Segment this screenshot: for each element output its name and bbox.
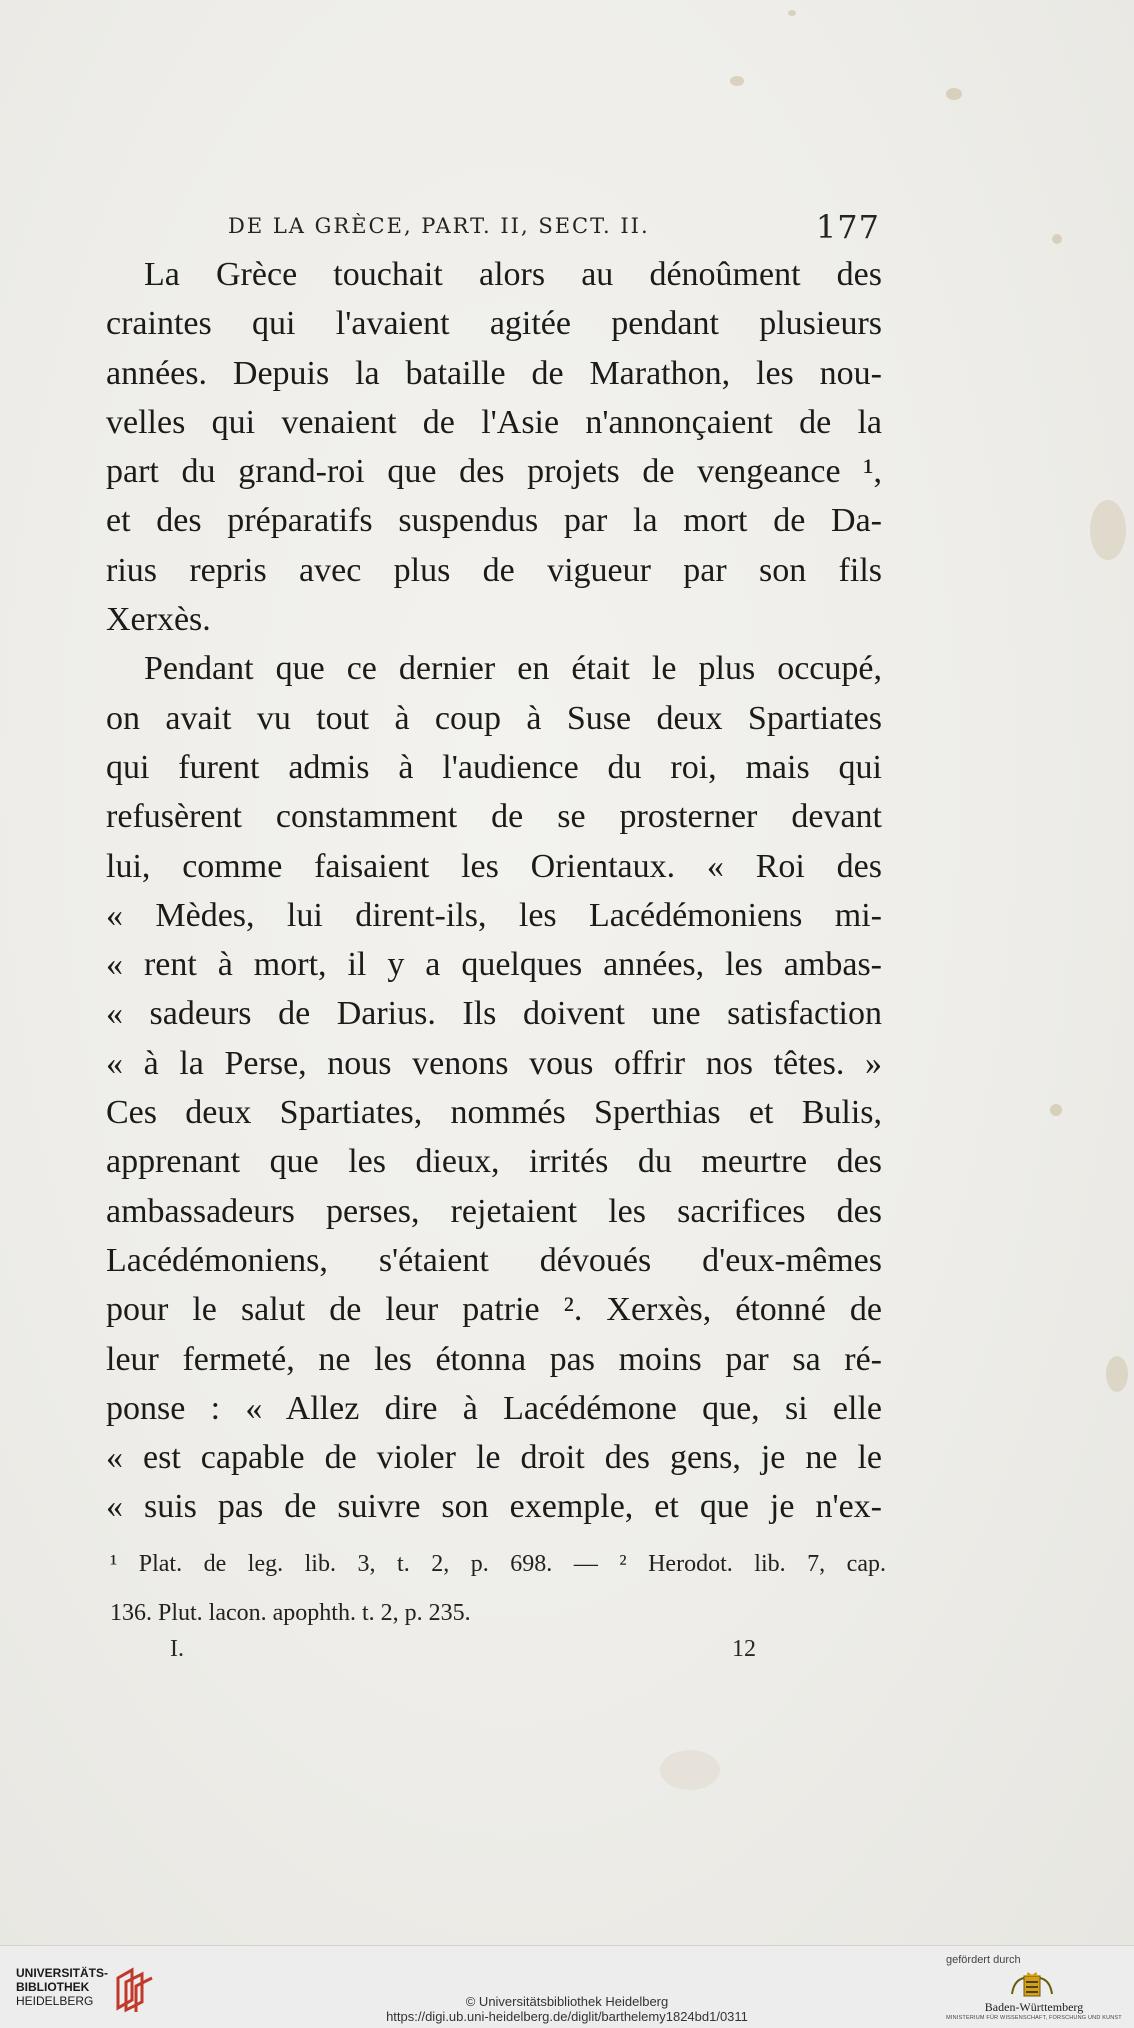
paper-stain — [660, 1750, 720, 1790]
text-line: apprenant que les dieux, irrités du meurtre des — [106, 1143, 882, 1181]
sponsor-block[interactable] — [944, 1952, 1124, 2024]
text-line: on avait vu tout à coup à Suse deux Spartiates — [106, 699, 882, 737]
running-head-title: DE LA GRÈCE, PART. II, SECT. II. — [228, 214, 650, 238]
text-line: et des préparatifs suspendus par la mort de Da- — [106, 502, 882, 540]
page-number: 177 — [815, 208, 880, 246]
paper-stain — [788, 10, 796, 16]
text-line: « rent à mort, il y a quelques années, les ambas- — [106, 946, 882, 984]
signature-gathering: 12 — [732, 1636, 756, 1662]
text-line: refusèrent constamment de se prosterner devant — [106, 798, 882, 836]
library-name-line: UNIVERSITÄTS- — [16, 1966, 109, 1980]
paper-stain — [730, 76, 744, 86]
signature-volume: I. — [170, 1636, 184, 1662]
footnotes — [110, 1545, 886, 1644]
text-line: « suis pas de suivre son exemple, et que je n'ex- — [106, 1488, 882, 1526]
text-line: ponse : « Allez dire à Lacédémone que, si elle — [106, 1389, 882, 1427]
library-name-line: BIBLIOTHEK — [16, 1980, 90, 1994]
sponsor-label: gefördert durch — [946, 1954, 1021, 1966]
paper-stain — [1050, 1104, 1062, 1116]
text-line: Xerxès. — [106, 601, 211, 639]
text-line: part du grand-roi que des projets de vengeance ¹, — [106, 453, 882, 491]
running-head — [106, 208, 880, 244]
text-line: pour le salut de leur patrie ². Xerxès, étonné de — [106, 1291, 882, 1329]
text-line: Ces deux Spartiates, nommés Sperthias et Bulis, — [106, 1094, 882, 1132]
text-line: « Mèdes, lui dirent-ils, les Lacédémoniens mi- — [106, 896, 882, 934]
text-line: leur fermeté, ne les étonna pas moins par sa ré- — [106, 1340, 882, 1378]
sponsor-state: Baden-Württemberg — [984, 2000, 1084, 2014]
library-name-line: HEIDELBERG — [16, 1994, 94, 2008]
text-line: craintes qui l'avaient agitée pendant plusieurs — [106, 305, 882, 343]
paper-stain — [1090, 500, 1126, 560]
text-line: La Grèce touchait alors au dénoûment des — [144, 256, 882, 293]
text-line: qui furent admis à l'audience du roi, mais qui — [106, 748, 882, 786]
text-line: Pendant que ce dernier en était le plus occupé, — [144, 650, 882, 688]
text-line: « est capable de violer le droit des gens, je ne le — [106, 1439, 882, 1477]
text-line: rius repris avec plus de vigueur par son fils — [106, 551, 882, 589]
state-coat-of-arms-icon — [1008, 1972, 1056, 1998]
paper-stain — [1106, 1356, 1128, 1392]
paper-stain — [1052, 234, 1062, 244]
text-line: ambassadeurs perses, rejetaient les sacrifices des — [106, 1192, 882, 1230]
viewer-footer — [0, 1945, 1134, 2028]
copyright-text: © Universitätsbibliothek Heidelberg — [465, 1994, 669, 2009]
paper-stain — [946, 88, 962, 100]
body-text — [106, 250, 882, 1532]
footnote-line: 136. Plut. lacon. apophth. t. 2, p. 235. — [110, 1600, 471, 1627]
text-line: « sadeurs de Darius. Ils doivent une satisfaction — [106, 995, 882, 1033]
text-line: velles qui venaient de l'Asie n'annonçaient de la — [106, 403, 882, 441]
permalink-url[interactable]: https://digi.ub.uni-heidelberg.de/diglit/barthelemy1824bd1/0311 — [386, 2009, 748, 2024]
text-line: « à la Perse, nous venons vous offrir nos têtes. » — [106, 1044, 882, 1082]
signature-marks — [150, 1636, 756, 1670]
footnote-line: ¹ Plat. de leg. lib. 3, t. 2, p. 698. — ² Herodot. lib. 7, cap. — [110, 1551, 886, 1577]
text-line: Lacédémoniens, s'étaient dévoués d'eux-mêmes — [106, 1241, 882, 1279]
text-line: années. Depuis la bataille de Marathon, les nou- — [106, 354, 882, 392]
text-line: lui, comme faisaient les Orientaux. « Roi des — [106, 847, 882, 885]
sponsor-ministry: MINISTERIUM FÜR WISSENSCHAFT, FORSCHUNG UND KUNST — [946, 2015, 1122, 2021]
